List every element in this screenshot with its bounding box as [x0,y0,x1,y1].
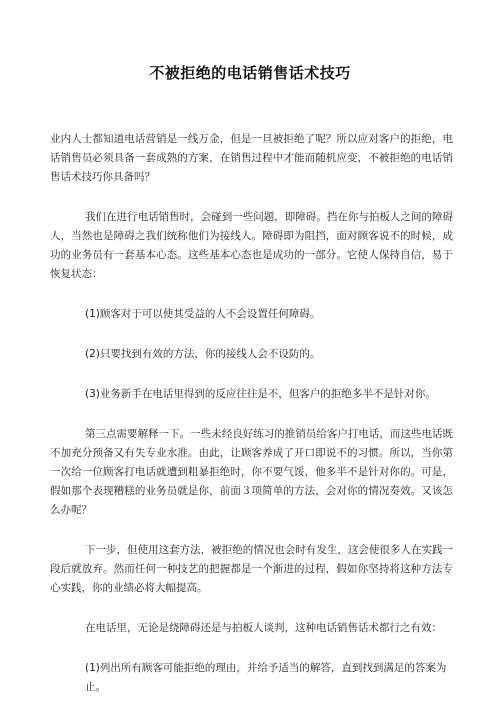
body-paragraph: 下一步，但使用这套方法，被拒绝的情况也会时有发生，这会使很多人在实践一段后就放弃。然而任何一种技艺的把握都是一个渐进的过程，假如你坚持将这种方法专心实践，你的业绩必将大幅提高。 [50,544,453,594]
body-paragraph: 在电话里，无论是绕障碍还是与拍板人谈判，这种电话销售话术都行之有效： [85,622,442,634]
list-item: (3)业务新手在电话里得到的反应往往是不，但客户的拒绝多半不是针对你。 [85,388,436,400]
document-body [50,130,453,718]
intro-paragraph: 业内人士都知道电话营销是一线万金，但是一旦被拒绝了呢？所以应对客户的拒绝，电话销售员必须具备一套成熟的方案，在销售过程中才能而随机应变，不被拒绝的电话销售话术技巧你具备吗？ [50,133,453,183]
list-item: (1)顾客对于可以使其受益的人不会设置任何障碍。 [85,308,321,320]
page-title: 不被拒绝的电话销售话术技巧 [149,64,351,82]
body-paragraph: 我们在进行电话销售时，会碰到一些问题，即障碍。挡在你与拍板人之间的障碍人，当然也是障碍之我们统称他们为接线人。障碍即为阻挡，面对顾客说不的时候，成功的业务员有一套基本心态。这些基本心态也是成功的一部分。它使人保持自信，易于恢复状态： [50,211,453,280]
body-paragraph: 第三点需要解释一下。一些未经良好练习的推销员给客户打电话，而这些电话既不加充分预备又有失专业水准。由此，让顾客养成了开口即说不的习惯。所以，当你第一次给一位顾客打电话就遭到粗暴拒绝时，你不要气馁，他多半不是针对你的。可是，假如那个表现糟糕的业务员就是你，前面３项简单的方法，会对你的情况奏效。又该怎么办呢？ [50,428,453,516]
list-item: (2)只要找到有效的方法，你的接线人会不设防的。 [85,348,321,360]
list-item: (1)列出所有顾客可能拒绝的理由，并给予适当的解答，直到找到满足的答案为止。 [85,662,447,693]
